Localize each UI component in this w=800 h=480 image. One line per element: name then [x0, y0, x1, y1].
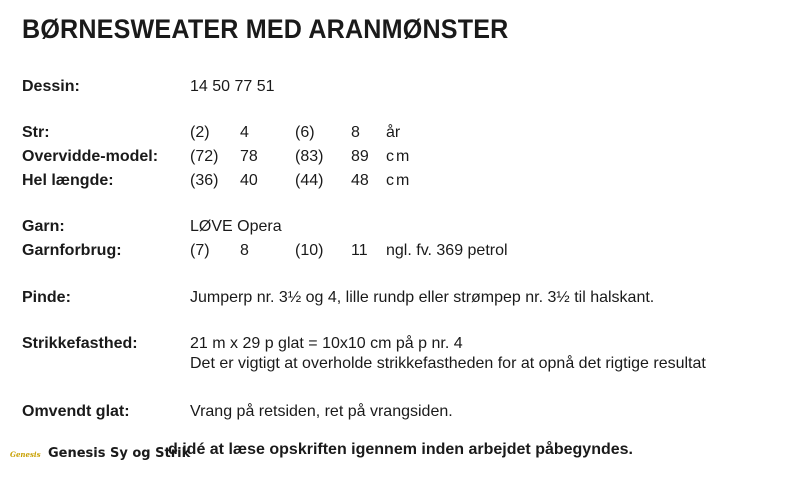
length-label: Hel længde: — [22, 172, 114, 189]
gauge-label: Strikkefasthed: — [22, 335, 138, 352]
genesis-logo: Genesis — [10, 450, 41, 459]
chest-width-label: Overvidde-model: — [22, 148, 159, 165]
length-col-3: (44) — [295, 172, 324, 189]
yarn-usage-col-4: 11 — [351, 242, 368, 259]
yarn-usage-label: Garnforbrug: — [22, 242, 122, 259]
yarn-usage-col-1: (7) — [190, 242, 210, 259]
chest-col-1: (72) — [190, 148, 219, 165]
chest-col-3: (83) — [295, 148, 324, 165]
size-col-4: 8 — [351, 124, 360, 141]
size-col-1: (2) — [190, 124, 210, 141]
gauge-line-1: 21 m x 29 p glat = 10x10 cm på p nr. 4 — [190, 335, 463, 352]
yarn-value: LØVE Opera — [190, 218, 282, 235]
reverse-stockinette-value: Vrang på retsiden, ret på vrangsiden. — [190, 403, 453, 420]
page-title: BØRNESWEATER MED ARANMØNSTER — [22, 14, 509, 44]
size-label: Str: — [22, 124, 50, 141]
yarn-usage-unit: ngl. fv. 369 petrol — [386, 242, 508, 259]
yarn-usage-col-3: (10) — [295, 242, 324, 259]
reverse-stockinette-label: Omvendt glat: — [22, 403, 130, 420]
size-col-3: (6) — [295, 124, 315, 141]
length-unit: cm — [386, 172, 412, 189]
length-col-1: (36) — [190, 172, 219, 189]
length-col-2: 40 — [240, 172, 258, 189]
chest-col-4: 89 — [351, 148, 369, 165]
chest-unit: cm — [386, 148, 412, 165]
gauge-line-2: Det er vigtigt at overholde strikkefastheden for at opnå det rigtige resultat — [190, 355, 706, 372]
footer-brand: Genesis Sy og Strik — [48, 446, 191, 461]
needles-value: Jumperp nr. 3½ og 4, lille rundp eller strømpep nr. 3½ til halskant. — [190, 289, 655, 306]
dessin-label: Dessin: — [22, 78, 80, 95]
dessin-value: 14 50 77 51 — [190, 78, 275, 95]
footer-note: d idé at læse opskriften igennem inden arbejdet påbegyndes. — [168, 441, 633, 458]
yarn-usage-col-2: 8 — [240, 242, 249, 259]
yarn-label: Garn: — [22, 218, 65, 235]
size-col-2: 4 — [240, 124, 249, 141]
chest-col-2: 78 — [240, 148, 258, 165]
length-col-4: 48 — [351, 172, 369, 189]
size-unit: år — [386, 124, 401, 141]
needles-label: Pinde: — [22, 289, 71, 306]
